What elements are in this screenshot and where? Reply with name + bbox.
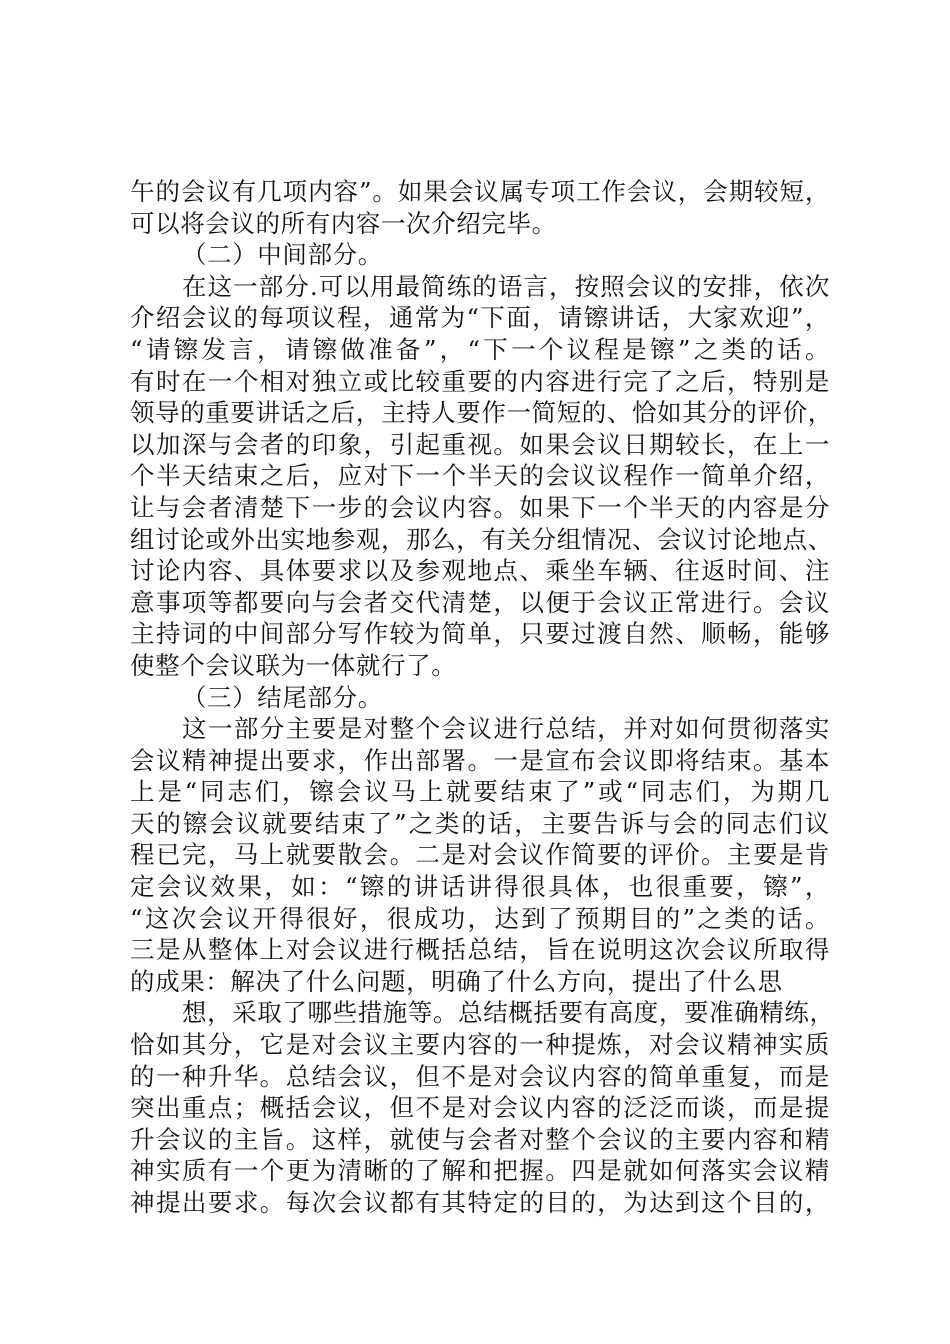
text-line: （三）结尾部分。 <box>182 682 383 712</box>
text-line: 想，采取了哪些措施等。总结概括要有高度，要准确精练， <box>182 998 835 1028</box>
text-line: 以加深与会者的印象，引起重视。如果会议日期较长，在上一 <box>130 429 830 459</box>
text-line: 的成果：解决了什么问题，明确了什么方向，提出了什么思 <box>130 966 783 996</box>
text-line: 午的会议有几项内容”。如果会议属专项工作会议，会期较短， <box>130 177 830 206</box>
text-line: 领导的重要讲话之后，主持人要作一简短的、恰如其分的评价， <box>130 398 833 428</box>
text-line: “请镲发言，请镲做准备”，“下一个议程是镲”之类的话。 <box>130 334 830 364</box>
text-line: 神实质有一个更为清晰的了解和把握。四是就如何落实会议精 <box>130 1156 830 1186</box>
text-line: 可以将会议的所有内容一次介绍完毕。 <box>130 208 557 238</box>
text-line: 组讨论或外出实地参观，那么，有关分组情况、会议讨论地点、 <box>130 524 833 554</box>
text-line: 让与会者清楚下一步的会议内容。如果下一个半天的内容是分 <box>130 492 830 522</box>
text-line: 介绍会议的每项议程，通常为“下面，请镲讲话，大家欢迎”， <box>130 303 830 333</box>
text-line: 意事项等都要向与会者交代清楚，以便于会议正常进行。会议 <box>130 587 830 617</box>
text-line: 有时在一个相对独立或比较重要的内容进行完了之后，特别是 <box>130 366 830 396</box>
text-line: 神提出要求。每次会议都有其特定的目的，为达到这个目的， <box>130 1188 830 1217</box>
text-line: 程已完，马上就要散会。二是对会议作简要的评价。主要是肯 <box>130 840 830 870</box>
body-text <box>130 176 835 1219</box>
text-line: 三是从整体上对会议进行概括总结，旨在说明这次会议所取得 <box>130 935 830 965</box>
text-line: 的一种升华。总结会议，但不是对会议内容的简单重复，而是 <box>130 1061 830 1091</box>
text-line: 个半天结束之后，应对下一个半天的会议议程作一简单介绍， <box>130 461 830 491</box>
text-line: 升会议的主旨。这样，就使与会者对整个会议的主要内容和精 <box>130 1124 830 1154</box>
text-line: 在这一部分.可以用最简练的语言，按照会议的安排，依次 <box>182 271 830 301</box>
text-line: 恰如其分，它是对会议主要内容的一种提炼，对会议精神实质 <box>130 1030 830 1060</box>
text-line: 讨论内容、具体要求以及参观地点、乘坐车辆、往返时间、注 <box>130 556 830 586</box>
text-line: “这次会议开得很好，很成功，达到了预期目的”之类的话。 <box>130 903 830 933</box>
text-line: 会议精神提出要求，作出部署。一是宣布会议即将结束。基本 <box>130 745 830 775</box>
text-line: 突出重点；概括会议，但不是对会议内容的泛泛而谈，而是提 <box>130 1093 830 1123</box>
text-line: 天的镲会议就要结束了”之类的话，主要告诉与会的同志们议 <box>130 808 830 838</box>
text-line: 这一部分主要是对整个会议进行总结，并对如何贯彻落实 <box>182 714 830 744</box>
text-line: 上是“同志们，镲会议马上就要结束了”或“同志们，为期几 <box>130 777 830 807</box>
text-line: 定会议效果，如：“镲的讲话讲得很具体，也很重要，镲”， <box>130 872 830 902</box>
text-line: （二）中间部分。 <box>182 240 383 270</box>
text-line: 使整个会议联为一体就行了。 <box>130 650 457 680</box>
text-line: 主持词的中间部分写作较为简单，只要过渡自然、顺畅，能够 <box>130 619 830 649</box>
